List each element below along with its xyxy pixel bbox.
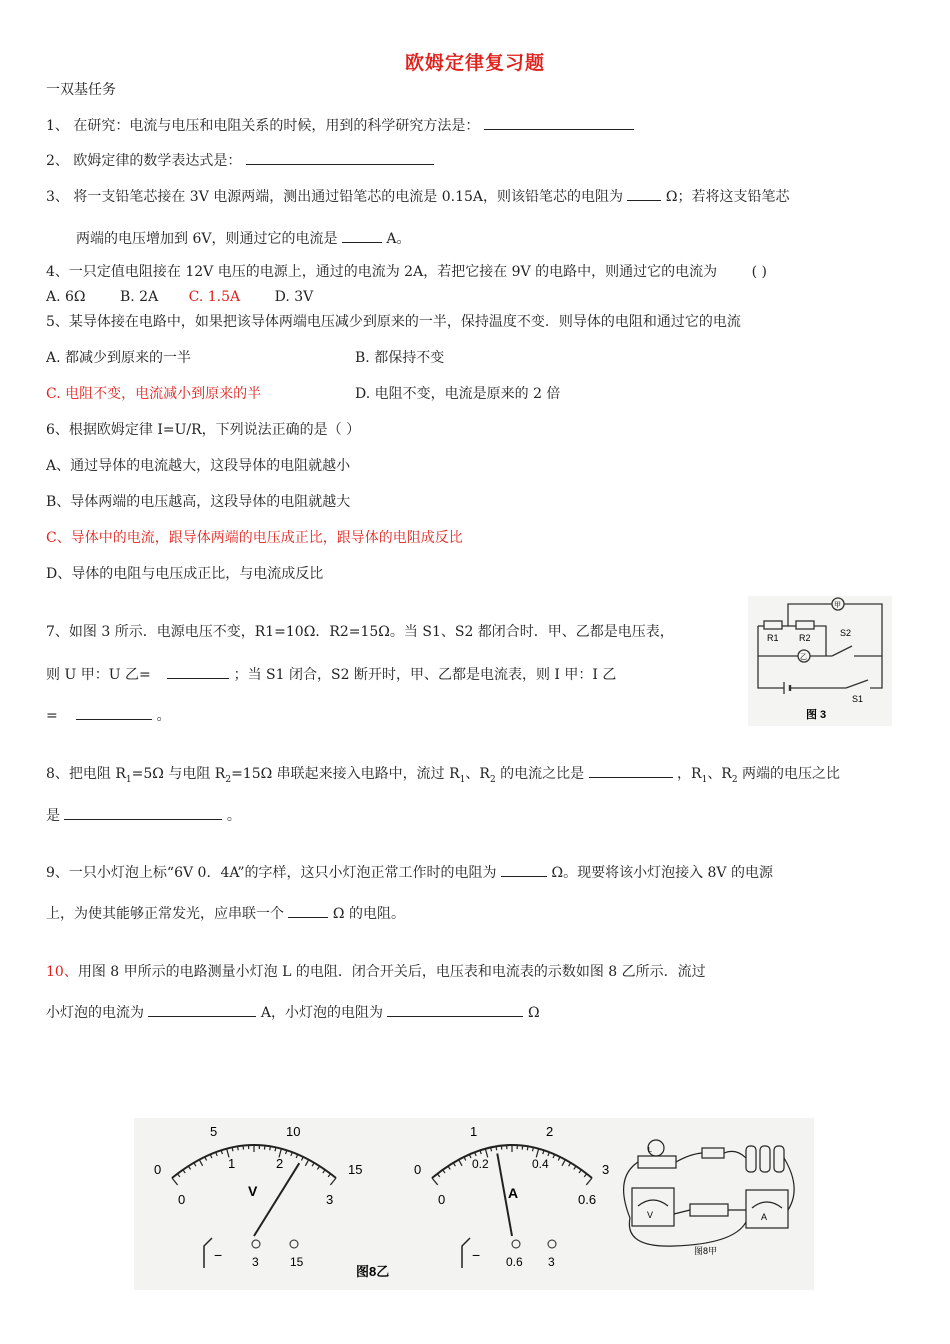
question-10-line-2	[46, 1002, 540, 1023]
q6-option-d[interactable]: D、导体的电阻与电压成正比，与电流成反比	[46, 566, 324, 582]
question-3-line-2	[76, 228, 411, 249]
q8-sub-5: 1	[701, 774, 708, 785]
q9-text-b1: 上，为使其能够正常发光，应串联一个	[46, 906, 284, 922]
question-2-text: 2、 欧姆定律的数学表达式是：	[46, 153, 242, 169]
q4-option-c[interactable]: C. 1.5A	[188, 289, 241, 305]
q5-option-c[interactable]: C. 电阻不变，电流减小到原来的半	[46, 386, 262, 402]
question-2	[46, 150, 434, 171]
q8-text-5: 的电流之比是	[495, 766, 585, 782]
q4-option-a[interactable]: A. 6Ω	[46, 289, 86, 305]
answer-blank-q8-voltage-ratio[interactable]	[64, 805, 222, 820]
q5-option-b[interactable]: B. 都保持不变	[355, 350, 445, 366]
question-7-text-b2: ；当 S1 闭合，S2 断开时，甲、乙都是电流表，则 I 甲：I 乙	[233, 667, 617, 683]
label-jia: 甲	[834, 602, 841, 609]
q8-sub-3: 1	[459, 774, 466, 785]
question-8-line-2	[46, 805, 241, 826]
q8-text-7: 、R	[707, 766, 732, 782]
q6-option-c[interactable]: C、导体中的电流，跟导体两端的电压成正比，跟导体的电阻成反比	[46, 530, 463, 546]
volt-term-15: 15	[290, 1255, 304, 1269]
answer-blank-q3-current[interactable]	[342, 228, 382, 243]
q5-option-d[interactable]: D. 电阻不变，电流是原来的 2 倍	[355, 386, 561, 402]
jia-amp-unit: A	[761, 1212, 768, 1222]
page-title: 欧姆定律复习题	[404, 52, 545, 74]
volt-top-15: 15	[348, 1162, 363, 1177]
label-yi: 乙	[800, 654, 807, 661]
label-s1: S1	[852, 694, 864, 704]
question-10-line-1	[46, 962, 706, 982]
volt-bottom-3: 3	[326, 1192, 334, 1207]
q8-text-6: ，R	[677, 766, 702, 782]
question-6: 6、根据欧姆定律 I=U/R，下列说法正确的是（ ）	[46, 422, 361, 438]
q10-number: 10、	[46, 964, 78, 980]
question-4-options	[46, 287, 313, 307]
amp-bottom-0: 0	[438, 1192, 446, 1207]
answer-blank-q8-current-ratio[interactable]	[589, 763, 673, 778]
q8-sub-4: 2	[489, 774, 496, 785]
volt-bottom-2: 2	[276, 1156, 284, 1171]
amp-term-0-6: 0.6	[506, 1255, 523, 1269]
q8-text-b1: 是	[46, 808, 60, 824]
q8-text-b2: 。	[226, 808, 241, 824]
q8-sub-6: 2	[731, 774, 738, 785]
jia-volt-unit: V	[647, 1210, 654, 1220]
q8-text-1: 8、把电阻 R	[46, 766, 126, 782]
q5-option-a[interactable]: A. 都减少到原来的一半	[46, 350, 192, 366]
q9-text-a1: 9、一只小灯泡上标“6V 0．4A”的字样，这只小灯泡正常工作时的电阻为	[46, 865, 497, 881]
answer-blank-q1[interactable]	[484, 115, 634, 130]
lamp-label: L	[648, 1147, 652, 1154]
q4-option-d[interactable]: D. 3V	[274, 289, 314, 305]
q10-text-b2: A，小灯泡的电阻为	[260, 1005, 384, 1021]
q6-option-a[interactable]: A、通过导体的电流越大，这段导体的电阻就越小	[46, 458, 351, 474]
answer-blank-q7-current-ratio[interactable]	[76, 705, 152, 720]
question-7-line-2	[46, 664, 616, 685]
q8-text-4: 、R	[465, 766, 490, 782]
amp-top-1: 1	[470, 1124, 478, 1139]
figure-3-background	[748, 596, 892, 726]
answer-blank-q3-resistance[interactable]	[627, 186, 661, 201]
question-7-line-1: 7、如图 3 所示．电源电压不变，R1=10Ω．R2=15Ω。当 S1、S2 都闭合时．甲、乙都是电压表，	[46, 624, 674, 640]
volt-term-3: 3	[252, 1255, 259, 1269]
question-4-text: 4、一只定值电阻接在 12V 电压的电源上，通过的电流为 2A，若把它接在 9V 的电路中，则通过它的电流为	[46, 264, 718, 280]
dial-tick	[275, 1147, 276, 1151]
dial-tick	[532, 1147, 533, 1151]
dial-tick	[496, 1146, 497, 1150]
answer-blank-q9-resistance[interactable]	[501, 862, 547, 877]
amp-bottom-0-6: 0.6	[578, 1192, 597, 1207]
question-3-line-1	[46, 186, 790, 207]
question-4	[46, 262, 767, 282]
volt-bottom-1: 1	[228, 1156, 236, 1171]
question-4-answer-paren[interactable]: ( )	[751, 264, 767, 280]
figure-8-yi-label: 图8乙	[356, 1264, 390, 1279]
label-r1: R1	[767, 633, 779, 643]
question-3-text-d: A。	[386, 231, 411, 247]
q8-text-8: 两端的电压之比	[737, 766, 841, 782]
question-7-text-c2: 。	[156, 708, 171, 724]
question-1-text: 1、 在研究：电流与电压和电阻关系的时候，用到的科学研究方法是：	[46, 118, 480, 134]
amp-unit: A	[508, 1185, 519, 1201]
dial-tick	[491, 1147, 492, 1151]
amp-bottom-0-2: 0.2	[472, 1157, 489, 1171]
amp-bottom-0-4: 0.4	[532, 1157, 549, 1171]
label-r2: R2	[799, 633, 811, 643]
amp-top-2: 2	[546, 1124, 554, 1139]
question-9-line-2	[46, 903, 405, 924]
question-8-line-1	[46, 763, 840, 790]
dial-tick	[270, 1146, 271, 1150]
volt-bottom-0: 0	[178, 1192, 186, 1207]
figure-8	[134, 1118, 814, 1290]
answer-blank-q2[interactable]	[246, 150, 434, 165]
q9-text-b2: Ω 的电阻。	[332, 906, 405, 922]
answer-blank-q7-voltage-ratio[interactable]	[167, 664, 229, 679]
answer-blank-q10-current[interactable]	[148, 1002, 256, 1017]
question-7-text-b1: 则 U 甲：U 乙=	[46, 667, 151, 683]
q10-text-b3: Ω	[527, 1005, 540, 1021]
question-5: 5、某导体接在电路中，如果把该导体两端电压减少到原来的一半，保持温度不变．则导体的电阻和通过它的电流	[46, 314, 741, 330]
volt-term-minus: −	[214, 1247, 223, 1263]
label-s2: S2	[840, 628, 852, 638]
volt-top-10: 10	[286, 1124, 301, 1139]
figure-3-circuit	[748, 596, 892, 726]
q10-text-b1: 小灯泡的电流为	[46, 1005, 144, 1021]
q10-text-a: 用图 8 甲所示的电路测量小灯泡 L 的电阻．闭合开关后，电压表和电流表的示数如图 8 乙所示．流过	[77, 964, 706, 980]
volt-top-5: 5	[210, 1124, 218, 1139]
dial-tick	[232, 1147, 233, 1151]
amp-term-3: 3	[548, 1255, 555, 1269]
answer-blank-q10-resistance[interactable]	[387, 1002, 523, 1017]
q9-text-a2: Ω。现要将该小灯泡接入 8V 的电源	[551, 865, 773, 881]
dial-tick	[238, 1146, 239, 1150]
question-9-line-1	[46, 862, 773, 883]
amp-top-3: 3	[602, 1162, 610, 1177]
question-3-text-a: 3、 将一支铅笔芯接在 3V 电源两端，测出通过铅笔芯的电流是 0.15A，则该铅笔芯的电阻为	[46, 189, 624, 205]
question-7-line-3	[46, 705, 171, 726]
question-7-text-c1: =	[46, 708, 58, 724]
question-3-text-b: Ω；若将这支铅笔芯	[665, 189, 790, 205]
q8-text-3: =15Ω 串联起来接入电路中，流过 R	[231, 766, 460, 782]
figure-3-label: 图 3	[806, 709, 827, 721]
answer-blank-q9-series-resistance[interactable]	[288, 903, 328, 918]
q8-sub-1: 1	[125, 774, 132, 785]
volt-top-0: 0	[154, 1162, 162, 1177]
q4-option-b[interactable]: B. 2A	[119, 289, 159, 305]
amp-top-0: 0	[414, 1162, 422, 1177]
question-3-text-c: 两端的电压增加到 6V，则通过它的电流是	[76, 231, 338, 247]
dial-tick	[527, 1146, 528, 1150]
figure-8-jia-label: 图8甲	[694, 1246, 718, 1256]
question-1	[46, 115, 634, 136]
q8-text-2: =5Ω 与电阻 R	[131, 766, 226, 782]
q8-sub-2: 2	[225, 774, 232, 785]
amp-term-minus: −	[472, 1247, 481, 1263]
q6-option-b[interactable]: B、导体两端的电压越高，这段导体的电阻就越大	[46, 494, 351, 510]
volt-unit: V	[248, 1183, 258, 1199]
section-heading: 一双基任务	[46, 82, 116, 98]
